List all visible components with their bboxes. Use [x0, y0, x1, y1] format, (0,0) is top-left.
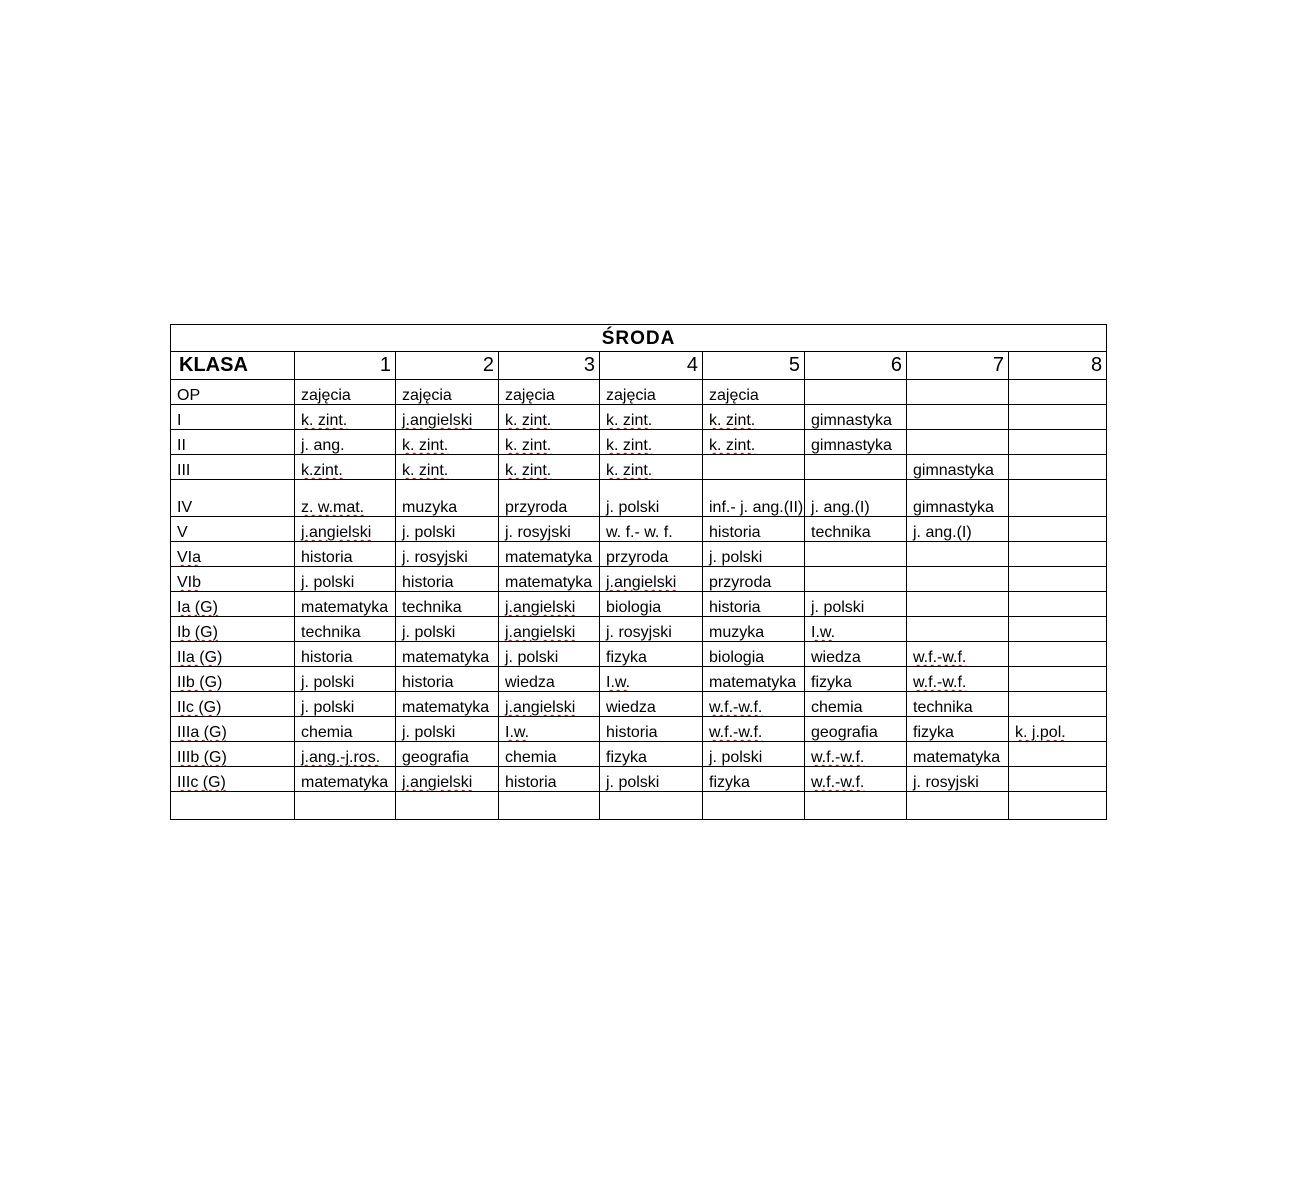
spellcheck-marked-text: IIa (G) [177, 649, 223, 666]
lesson-cell: technika [295, 617, 396, 642]
spellcheck-marked-text: j.angielski [505, 699, 576, 716]
spellcheck-marked-text: k. j.pol. [1015, 724, 1066, 741]
lesson-cell [600, 792, 703, 820]
lesson-cell [907, 567, 1009, 592]
lesson-cell [499, 592, 600, 617]
lesson-cell: j. polski [295, 567, 396, 592]
lesson-cell [396, 430, 499, 455]
table-row [171, 567, 1107, 592]
lesson-cell: technika [805, 517, 907, 542]
period-header-1: 1 [295, 352, 396, 380]
lesson-cell: muzyka [703, 617, 805, 642]
lesson-cell: technika [907, 692, 1009, 717]
lesson-cell [600, 430, 703, 455]
lesson-cell: j. ang.(I) [907, 517, 1009, 542]
lesson-cell: przyroda [499, 480, 600, 517]
lesson-cell [396, 792, 499, 820]
spellcheck-marked-text: I.w. [606, 674, 631, 691]
spellcheck-marked-text: k. zint. [606, 412, 653, 429]
spellcheck-marked-text: j.angielski [402, 774, 473, 791]
class-name-cell [171, 767, 295, 792]
lesson-cell: j. ang. [295, 430, 396, 455]
lesson-cell [1009, 667, 1107, 692]
lesson-cell [907, 430, 1009, 455]
spellcheck-marked-text: j.ang.-j.ros. [301, 749, 381, 766]
spellcheck-marked-text: IIIa (G) [177, 724, 227, 741]
lesson-cell: przyroda [703, 567, 805, 592]
lesson-cell [805, 455, 907, 480]
lesson-cell [703, 455, 805, 480]
lesson-cell: fizyka [600, 742, 703, 767]
lesson-cell: j. polski [396, 517, 499, 542]
lesson-cell [1009, 592, 1107, 617]
lesson-cell [907, 667, 1009, 692]
lesson-cell [703, 717, 805, 742]
lesson-cell: fizyka [907, 717, 1009, 742]
lesson-cell [805, 542, 907, 567]
lesson-cell [499, 717, 600, 742]
lesson-cell [907, 592, 1009, 617]
table-row [171, 767, 1107, 792]
lesson-cell: w. f.- w. f. [600, 517, 703, 542]
spellcheck-marked-text: IIIb (G) [177, 749, 227, 766]
spellcheck-marked-text: k.zint. [301, 462, 343, 479]
table-row [171, 542, 1107, 567]
spellcheck-marked-text: IIIc (G) [177, 774, 226, 791]
lesson-cell: historia [396, 667, 499, 692]
lesson-cell: j. polski [600, 767, 703, 792]
lesson-cell [600, 667, 703, 692]
period-header-3: 3 [499, 352, 600, 380]
table-row [171, 405, 1107, 430]
lesson-cell: chemia [295, 717, 396, 742]
lesson-cell [805, 767, 907, 792]
header-row [171, 352, 1107, 380]
lesson-cell: historia [703, 517, 805, 542]
lesson-cell: gimnastyka [907, 455, 1009, 480]
lesson-cell: j. polski [396, 617, 499, 642]
lesson-cell: gimnastyka [805, 430, 907, 455]
lesson-cell: matematyka [396, 692, 499, 717]
lesson-cell: zajęcia [499, 380, 600, 405]
spellcheck-marked-text: w.f.-w.f. [913, 649, 967, 666]
spellcheck-marked-text: j.angielski [505, 624, 576, 641]
lesson-cell: muzyka [396, 480, 499, 517]
period-header-7: 7 [907, 352, 1009, 380]
lesson-cell [703, 792, 805, 820]
lesson-cell: j. rosyjski [396, 542, 499, 567]
lesson-cell [907, 405, 1009, 430]
class-name-cell [171, 742, 295, 767]
lesson-cell [805, 380, 907, 405]
lesson-cell [1009, 480, 1107, 517]
lesson-cell [805, 742, 907, 767]
lesson-cell [1009, 567, 1107, 592]
spellcheck-marked-text: Ib (G) [177, 624, 218, 641]
lesson-cell [1009, 717, 1107, 742]
spellcheck-marked-text: k. zint. [505, 462, 552, 479]
lesson-cell [805, 567, 907, 592]
period-header-4: 4 [600, 352, 703, 380]
lesson-cell: j. polski [295, 667, 396, 692]
lesson-cell: geografia [805, 717, 907, 742]
spellcheck-marked-text: IIb (G) [177, 674, 223, 691]
class-name-cell [171, 542, 295, 567]
table-row [171, 692, 1107, 717]
lesson-cell: historia [499, 767, 600, 792]
lesson-cell [907, 380, 1009, 405]
spellcheck-marked-text: w.f.-w.f. [811, 774, 865, 791]
lesson-cell [295, 455, 396, 480]
lesson-cell: wiedza [499, 667, 600, 692]
class-name-cell [171, 667, 295, 692]
lesson-cell: j. polski [600, 480, 703, 517]
lesson-cell: fizyka [805, 667, 907, 692]
class-name-cell [171, 617, 295, 642]
class-name-cell [171, 567, 295, 592]
class-name-cell [171, 642, 295, 667]
spellcheck-marked-text: j.angielski [402, 412, 473, 429]
lesson-cell [1009, 405, 1107, 430]
lesson-cell: j. rosyjski [907, 767, 1009, 792]
spellcheck-marked-text: k. zint. [505, 412, 552, 429]
lesson-cell: biologia [600, 592, 703, 617]
spellcheck-marked-text: k. zint. [709, 437, 756, 454]
spellcheck-marked-text: z. w.mat. [301, 499, 365, 516]
lesson-cell [907, 642, 1009, 667]
lesson-cell: matematyka [295, 592, 396, 617]
spellcheck-marked-text: k. zint. [606, 462, 653, 479]
table-row [171, 717, 1107, 742]
lesson-cell [499, 430, 600, 455]
lesson-cell: matematyka [499, 567, 600, 592]
lesson-cell: j. polski [703, 742, 805, 767]
table-row [171, 517, 1107, 542]
lesson-cell: j. polski [703, 542, 805, 567]
class-name-cell: III [171, 455, 295, 480]
class-name-cell [171, 717, 295, 742]
class-name-cell: IV [171, 480, 295, 517]
lesson-cell [295, 742, 396, 767]
spellcheck-marked-text: j.angielski [606, 574, 677, 591]
lesson-cell [396, 405, 499, 430]
table-row [171, 430, 1107, 455]
class-name-cell [171, 792, 295, 820]
spellcheck-marked-text: Ia (G) [177, 599, 218, 616]
lesson-cell: j. polski [295, 692, 396, 717]
lesson-cell: historia [703, 592, 805, 617]
lesson-cell [1009, 380, 1107, 405]
spellcheck-marked-text: j.angielski [301, 524, 372, 541]
table-row [171, 742, 1107, 767]
table-row [171, 667, 1107, 692]
lesson-cell [295, 480, 396, 517]
lesson-cell [907, 617, 1009, 642]
lesson-cell [499, 617, 600, 642]
lesson-cell [805, 792, 907, 820]
lesson-cell: j. rosyjski [600, 617, 703, 642]
lesson-cell [295, 405, 396, 430]
lesson-cell: inf.- j. ang.(II) [703, 480, 805, 517]
lesson-cell: fizyka [600, 642, 703, 667]
class-name-cell: OP [171, 380, 295, 405]
lesson-cell [499, 405, 600, 430]
lesson-cell [1009, 767, 1107, 792]
table-row [171, 592, 1107, 617]
lesson-cell: matematyka [499, 542, 600, 567]
class-name-cell [171, 692, 295, 717]
period-header-5: 5 [703, 352, 805, 380]
lesson-cell: wiedza [805, 642, 907, 667]
table-row [171, 455, 1107, 480]
lesson-cell [703, 692, 805, 717]
lesson-cell [499, 792, 600, 820]
lesson-cell: historia [295, 642, 396, 667]
table-row [171, 792, 1107, 820]
lesson-cell [1009, 792, 1107, 820]
lesson-cell: historia [396, 567, 499, 592]
spellcheck-marked-text: k. zint. [402, 437, 449, 454]
spellcheck-marked-text: IIc (G) [177, 699, 222, 716]
lesson-cell [396, 767, 499, 792]
spellcheck-marked-text: k. zint. [402, 462, 449, 479]
spellcheck-marked-text: w.f.-w.f. [709, 724, 763, 741]
period-header-8: 8 [1009, 352, 1107, 380]
table-row [171, 380, 1107, 405]
class-name-cell: II [171, 430, 295, 455]
period-header-6: 6 [805, 352, 907, 380]
spellcheck-marked-text: k. zint. [505, 437, 552, 454]
spellcheck-marked-text: I.w. [505, 724, 530, 741]
lesson-cell: j. polski [396, 717, 499, 742]
lesson-cell: matematyka [396, 642, 499, 667]
day-title: ŚRODA [171, 325, 1107, 352]
lesson-cell [499, 455, 600, 480]
lesson-cell [1009, 617, 1107, 642]
lesson-cell: chemia [805, 692, 907, 717]
lesson-cell [396, 455, 499, 480]
spellcheck-marked-text: k. zint. [709, 412, 756, 429]
lesson-cell: historia [295, 542, 396, 567]
lesson-cell: zajęcia [396, 380, 499, 405]
lesson-cell [1009, 430, 1107, 455]
lesson-cell: gimnastyka [805, 405, 907, 430]
lesson-cell [1009, 542, 1107, 567]
table-row [171, 642, 1107, 667]
spellcheck-marked-text: VIb [177, 574, 202, 591]
lesson-cell: wiedza [600, 692, 703, 717]
spellcheck-marked-text: w.f.-w.f. [913, 674, 967, 691]
spellcheck-marked-text: I.w. [811, 624, 836, 641]
lesson-cell [1009, 517, 1107, 542]
lesson-cell: j. polski [805, 592, 907, 617]
lesson-cell [907, 542, 1009, 567]
lesson-cell [600, 405, 703, 430]
table-row [171, 617, 1107, 642]
lesson-cell: fizyka [703, 767, 805, 792]
class-name-cell: I [171, 405, 295, 430]
period-header-2: 2 [396, 352, 499, 380]
lesson-cell [703, 430, 805, 455]
lesson-cell [600, 455, 703, 480]
lesson-cell: przyroda [600, 542, 703, 567]
lesson-cell [805, 617, 907, 642]
lesson-cell: matematyka [703, 667, 805, 692]
spellcheck-marked-text: j.angielski [505, 599, 576, 616]
lesson-cell: j. ang.(I) [805, 480, 907, 517]
lesson-cell [907, 792, 1009, 820]
lesson-cell [499, 692, 600, 717]
spellcheck-marked-text: k. zint. [606, 437, 653, 454]
spellcheck-marked-text: k. zint. [301, 412, 348, 429]
lesson-cell: historia [600, 717, 703, 742]
lesson-cell: biologia [703, 642, 805, 667]
lesson-cell [1009, 742, 1107, 767]
lesson-cell [600, 567, 703, 592]
spellcheck-marked-text: VIa [177, 549, 202, 566]
lesson-cell: zajęcia [295, 380, 396, 405]
lesson-cell: matematyka [295, 767, 396, 792]
lesson-cell: j. rosyjski [499, 517, 600, 542]
title-row [171, 325, 1107, 352]
lesson-cell [703, 405, 805, 430]
timetable-body [171, 380, 1107, 820]
lesson-cell [295, 792, 396, 820]
lesson-cell [295, 517, 396, 542]
lesson-cell: geografia [396, 742, 499, 767]
lesson-cell: chemia [499, 742, 600, 767]
lesson-cell [1009, 692, 1107, 717]
lesson-cell [1009, 455, 1107, 480]
table-row [171, 480, 1107, 517]
lesson-cell: zajęcia [600, 380, 703, 405]
lesson-cell: technika [396, 592, 499, 617]
class-name-cell [171, 592, 295, 617]
lesson-cell: zajęcia [703, 380, 805, 405]
lesson-cell: matematyka [907, 742, 1009, 767]
timetable [170, 324, 1107, 820]
spellcheck-marked-text: w.f.-w.f. [709, 699, 763, 716]
spellcheck-marked-text: w.f.-w.f. [811, 749, 865, 766]
class-name-cell: V [171, 517, 295, 542]
lesson-cell: gimnastyka [907, 480, 1009, 517]
class-column-header: KLASA [171, 352, 295, 380]
lesson-cell: j. polski [499, 642, 600, 667]
lesson-cell [1009, 642, 1107, 667]
